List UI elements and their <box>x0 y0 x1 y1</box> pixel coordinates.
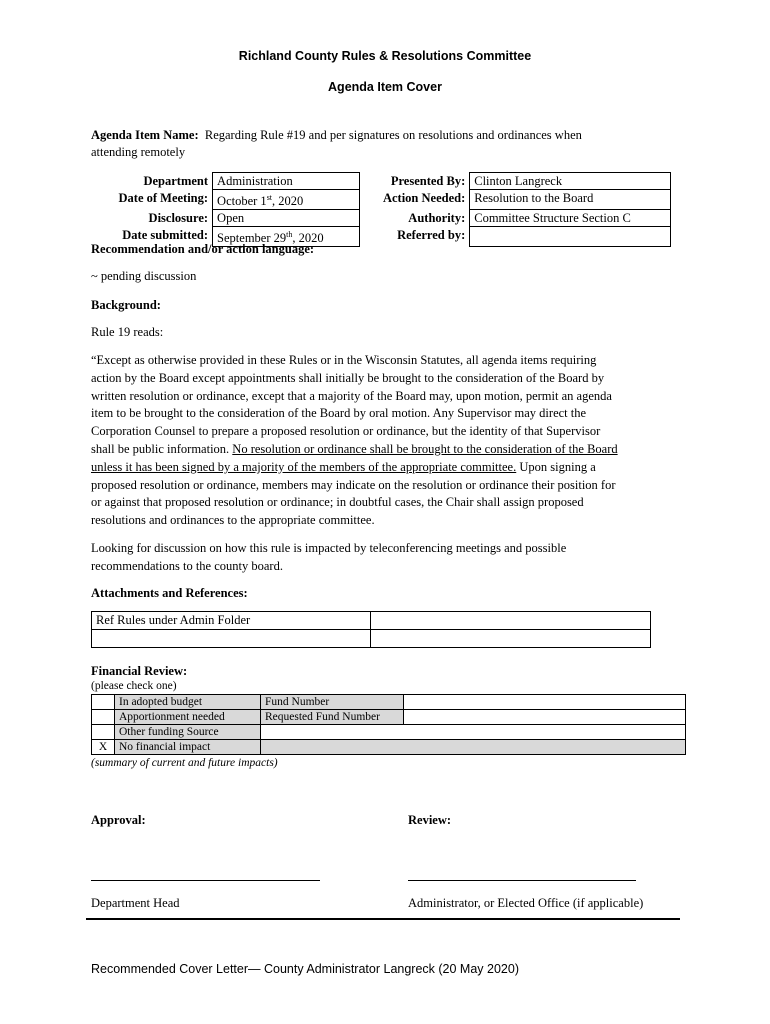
disclosure-value: Open <box>213 210 360 227</box>
financial-checkbox[interactable] <box>92 695 115 710</box>
presented-by-label: Presented By: <box>390 173 466 188</box>
financial-option-label: In adopted budget <box>115 695 261 710</box>
recommendation-text: ~ pending discussion <box>91 269 197 283</box>
department-head-caption: Department Head <box>91 896 180 910</box>
approval-signature-line[interactable] <box>91 879 320 881</box>
background-closing: Looking for discussion on how this rule is impacted by teleconferencing meetings and possible recommendations to the county board. <box>91 541 567 573</box>
attachment-cell <box>92 630 371 648</box>
presented-by-value: Clinton Langreck <box>470 173 671 190</box>
action-needed-value: Resolution to the Board <box>470 190 671 210</box>
disclosure-label: Disclosure: <box>148 210 209 225</box>
financial-note: (please check one) <box>91 680 177 692</box>
background-heading: Background: <box>91 298 161 312</box>
financial-field-label: Fund Number <box>261 695 404 710</box>
administrator-caption: Administrator, or Elected Office (if applicable) <box>408 896 644 910</box>
attachments-heading: Attachments and References: <box>91 586 248 600</box>
financial-field-value[interactable] <box>404 710 686 725</box>
document-title: Richland County Rules & Resolutions Committee <box>238 49 532 63</box>
attachment-cell: Ref Rules under Admin Folder <box>92 612 371 630</box>
review-signature-line[interactable] <box>408 879 636 881</box>
table-row <box>92 612 651 630</box>
department-value: Administration <box>213 173 360 190</box>
financial-field-label: Requested Fund Number <box>261 710 404 725</box>
meeting-date-label: Date of Meeting: <box>118 190 209 205</box>
authority-label: Authority: <box>408 210 466 225</box>
table-row <box>92 725 686 740</box>
rule-quote: “Except as otherwise provided in these Rules or in the Wisconsin Statutes, all agenda items requiring action by the Board except appointments shall initially be brought to the consideration of the Board by written resolution or ordinance, except that a majority of the Board may, upon motion, permit an agenda item to be brought to the consideration of the Board by oral motion. Any Supervisor may direct the Corporation Counsel to prepare a proposed resolution or ordinance, but the identity of that Supervisor shall be public information. No resolution or ordinance shall be brought to the consideration of the Board unless it has been signed by a majority of the members of the appropriate committee. Upon signing a proposed resolution or ordinance, members may indicate on the resolution or ordinance their position for or against that proposed resolution or ordinance; in doubtful cases, the Chair shall assign proposed resolutions and ordinances to the appropriate committee. <box>91 353 618 528</box>
financial-field-value <box>261 740 686 755</box>
referred-by-value <box>470 227 671 247</box>
recommendation-heading: Recommendation and/or action language: <box>91 242 315 256</box>
financial-heading: Financial Review: <box>91 664 188 678</box>
agenda-info-table <box>91 172 671 247</box>
agenda-item-name-label: Agenda Item Name: <box>91 128 199 142</box>
review-label: Review: <box>408 813 452 827</box>
approval-label: Approval: <box>91 813 146 827</box>
footer-text: Recommended Cover Letter— County Administrator Langreck (20 May 2020) <box>91 962 519 976</box>
financial-option-label: Other funding Source <box>115 725 261 740</box>
attachment-cell <box>371 630 651 648</box>
table-row <box>92 695 686 710</box>
table-row <box>92 710 686 725</box>
authority-value: Committee Structure Section C <box>470 210 671 227</box>
financial-checkbox[interactable]: X <box>92 740 115 755</box>
table-row <box>92 630 651 648</box>
financial-field-value[interactable] <box>404 695 686 710</box>
attachment-cell <box>371 612 651 630</box>
agenda-item-name-value-cont: attending remotely <box>91 145 186 159</box>
financial-options-table <box>91 694 686 755</box>
action-needed-label: Action Needed: <box>382 190 466 205</box>
financial-field-value[interactable] <box>261 725 686 740</box>
department-label: Department <box>143 173 209 188</box>
table-row <box>92 740 686 755</box>
attachments-table <box>91 611 651 648</box>
document-subtitle: Agenda Item Cover <box>328 80 442 94</box>
financial-option-label: No financial impact <box>115 740 261 755</box>
financial-checkbox[interactable] <box>92 725 115 740</box>
financial-checkbox[interactable] <box>92 710 115 725</box>
financial-summary-note: (summary of current and future impacts) <box>91 757 278 769</box>
agenda-item-name-value: Regarding Rule #19 and per signatures on resolutions and ordinances when <box>204 128 582 142</box>
background-intro: Rule 19 reads: <box>91 325 164 339</box>
meeting-date-value: October 1st, 2020 <box>213 190 360 210</box>
date-submitted-label: Date submitted: <box>122 227 209 242</box>
signature-divider <box>86 918 680 920</box>
financial-option-label: Apportionment needed <box>115 710 261 725</box>
referred-by-label: Referred by: <box>397 227 466 242</box>
agenda-item-name <box>91 127 691 161</box>
date-submitted-value: September 29th, 2020 <box>213 227 360 247</box>
